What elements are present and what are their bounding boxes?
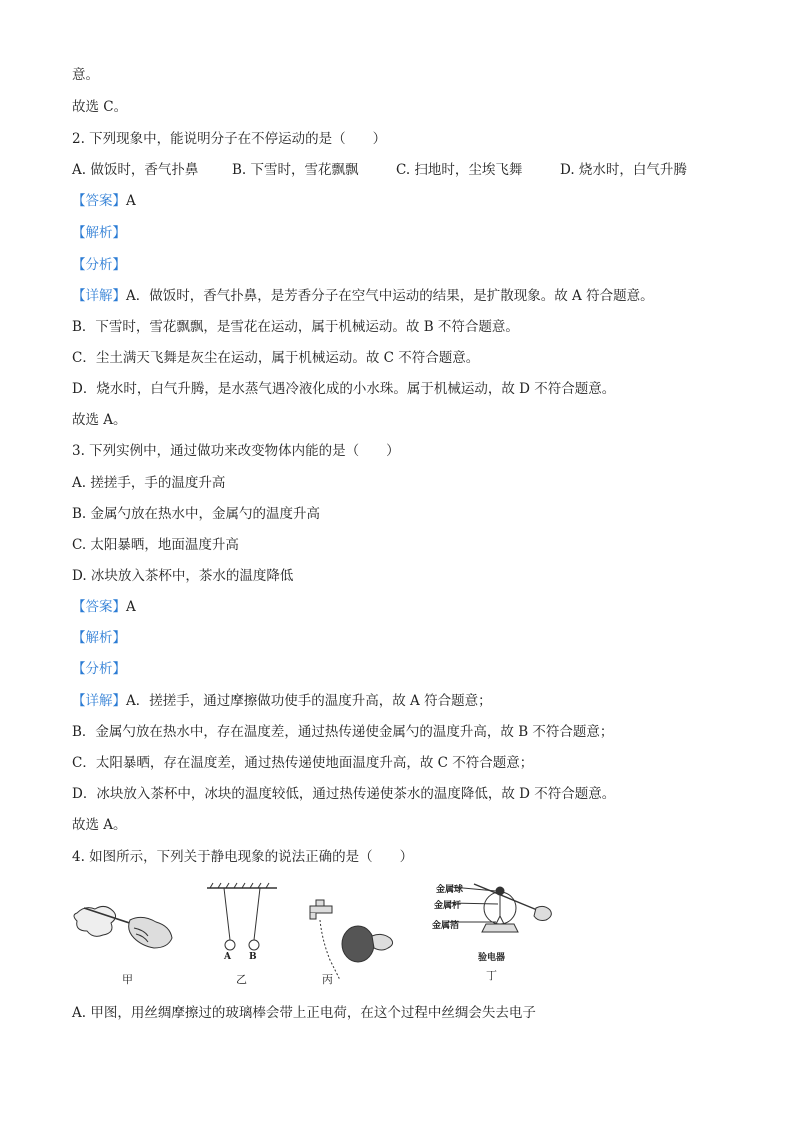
- figure-yi: [207, 883, 277, 950]
- q2-option-d: D. 烧水时，白气升腾: [560, 162, 687, 178]
- answer-tag: 【答案】: [72, 599, 126, 615]
- detail-row: [72, 692, 492, 710]
- detail-tag: 【详解】: [72, 693, 126, 709]
- answer-row: [72, 192, 136, 210]
- text-line: C．尘土满天飞舞是灰尘在运动，属于机械运动。故 C 不符合题意。: [72, 350, 480, 366]
- ball-a-label: A: [224, 952, 231, 962]
- answer-tag: 【答案】: [72, 193, 126, 209]
- caption-jia: 甲: [122, 973, 133, 986]
- text-line: 故选 C。: [72, 99, 128, 115]
- fenxi-tag: 【分析】: [72, 661, 126, 677]
- q3-option-c: C. 太阳暴晒，地面温度升高: [72, 537, 239, 553]
- question-2-title: 2. 下列现象中，能说明分子在不停运动的是（ ）: [72, 131, 387, 147]
- q3-option-d: D. 冰块放入茶杯中，茶水的温度降低: [72, 568, 294, 584]
- label-metal-ball: 金属球: [436, 885, 464, 895]
- text-line: C．太阳暴晒，存在温度差，通过热传递使地面温度升高，故 C 不符合题意；: [72, 755, 534, 771]
- text-line: B．下雪时，雪花飘飘，是雪花在运动，属于机械运动。故 B 不符合题意。: [72, 319, 519, 335]
- detail-row: [72, 287, 654, 305]
- question-3-title: 3. 下列实例中，通过做功来改变物体内能的是（ ）: [72, 443, 400, 459]
- label-metal-rod: 金属杆: [434, 901, 462, 911]
- label-electroscope: 验电器: [478, 953, 506, 963]
- caption-yi: 乙: [236, 973, 247, 986]
- detail-tag: 【详解】: [72, 288, 126, 304]
- question-4-title: 4. 如图所示，下列关于静电现象的说法正确的是（ ）: [72, 849, 414, 865]
- figure-jia: [74, 906, 172, 948]
- label-metal-foil: 金属箔: [432, 921, 460, 931]
- text-line: 意。: [72, 67, 99, 83]
- q2-option-a: A. 做饭时，香气扑鼻: [72, 162, 199, 178]
- q4-option-a: A. 甲图，用丝绸摩擦过的玻璃棒会带上正电荷，在这个过程中丝绸会失去电子: [72, 1005, 536, 1021]
- detail-text: A．搓搓手，通过摩擦做功使手的温度升高，故 A 符合题意；: [126, 693, 492, 709]
- static-electricity-figures: [72, 878, 582, 986]
- ball-b-label: B: [249, 952, 257, 962]
- answer-row: [72, 598, 136, 616]
- q2-option-c: C. 扫地时，尘埃飞舞: [396, 162, 523, 178]
- answer-value: A: [126, 599, 136, 615]
- analysis-tag: 【解析】: [72, 630, 126, 646]
- q3-option-b: B. 金属勺放在热水中，金属勺的温度升高: [72, 506, 321, 522]
- question-2-options: [72, 161, 752, 179]
- text-line: 故选 A。: [72, 817, 127, 833]
- detail-text: A．做饭时，香气扑鼻，是芳香分子在空气中运动的结果，是扩散现象。故 A 符合题意。: [126, 288, 654, 304]
- text-line: D．烧水时，白气升腾，是水蒸气遇冷液化成的小水珠。属于机械运动，故 D 不符合题意。: [72, 381, 616, 397]
- text-line: 故选 A。: [72, 412, 127, 428]
- caption-bing: 丙: [322, 973, 333, 986]
- q2-option-b: B. 下雪时，雪花飘飘: [232, 162, 359, 178]
- analysis-tag: 【解析】: [72, 225, 126, 241]
- figure-ding: [448, 884, 551, 932]
- answer-value: A: [126, 193, 136, 209]
- fenxi-tag: 【分析】: [72, 257, 126, 273]
- figures-drawing: [72, 878, 582, 983]
- q3-option-a: A. 搓搓手，手的温度升高: [72, 475, 226, 491]
- caption-ding: 丁: [486, 969, 497, 982]
- text-line: B．金属勺放在热水中，存在温度差，通过热传递使金属勺的温度升高，故 B 不符合题意；: [72, 724, 614, 740]
- text-line: D．冰块放入茶杯中，冰块的温度较低，通过热传递使茶水的温度降低，故 D 不符合题意。: [72, 786, 616, 802]
- figure-bing: [310, 900, 393, 980]
